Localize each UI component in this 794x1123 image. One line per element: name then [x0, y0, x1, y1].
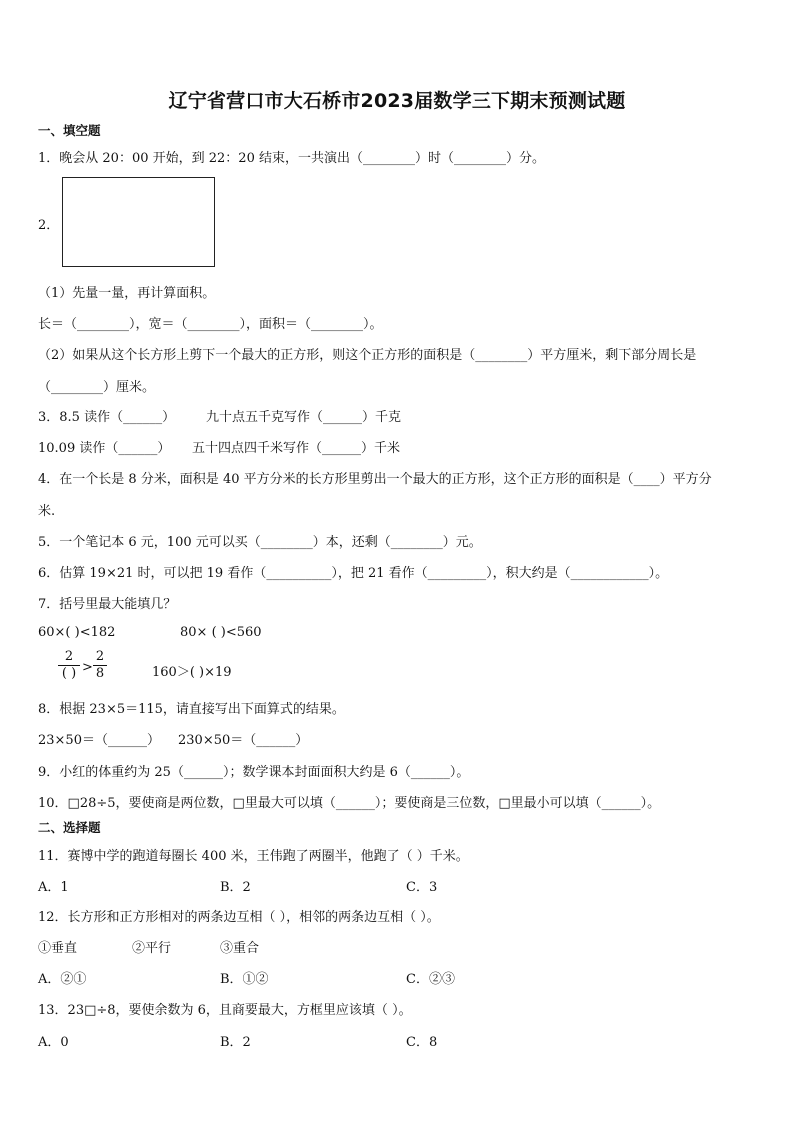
question-3-right-b: 五十四点四千米写作（______）千米	[192, 441, 401, 456]
question-3-left-a: 3．8.5 读作（______）	[38, 410, 176, 425]
question-11-option-c: C．3	[406, 880, 438, 895]
question-11: 11．赛博中学的跑道每圈长 400 米，王伟跑了两圈半，他跑了（ ）千米。	[38, 849, 469, 864]
question-12-item-1: ①垂直	[38, 941, 78, 956]
question-4: 4．在一个长是 8 分米，面积是 40 平方分米的长方形里剪出一个最大的正方形，这个正方形的面积是（____）平方分	[38, 472, 712, 487]
question-12-option-c: C．②③	[406, 972, 455, 987]
question-12-option-a: A．②①	[38, 972, 87, 987]
question-8-item-b: 230×50＝（______）	[178, 733, 309, 748]
section-heading-choice: 二、选择题	[38, 820, 101, 835]
question-13-option-b: B．2	[220, 1035, 251, 1050]
question-9: 9．小红的体重约为 25（______）；数学课本封面面积大约是 6（______）。	[38, 765, 470, 780]
question-2-part-1-answers: 长＝（________），宽＝（________），面积＝（________）。	[38, 317, 383, 332]
section-heading-fill: 一、填空题	[38, 123, 101, 138]
question-3-right-a: 九十点五千克写作（______）千克	[206, 410, 402, 425]
question-11-option-a: A．1	[38, 880, 69, 895]
question-11-option-b: B．2	[220, 880, 251, 895]
fraction-left-numerator: 2	[64, 649, 74, 664]
fraction-left-denominator: ( )	[61, 666, 77, 681]
question-8: 8．根据 23×5＝115，请直接写出下面算式的结果。	[38, 702, 345, 717]
page-title: 辽宁省营口市大石桥市2023届数学三下期末预测试题	[168, 90, 626, 112]
question-13-option-a: A．0	[38, 1035, 69, 1050]
question-4-continued: 米.	[38, 504, 56, 519]
question-12-item-2: ②平行	[132, 941, 172, 956]
question-12-item-3: ③重合	[220, 941, 260, 956]
question-5: 5．一个笔记本 6 元，100 元可以买（________）本，还剩（________）元。	[38, 535, 482, 550]
question-13: 13．23□÷8，要使余数为 6，且商要最大，方框里应该填（ ）。	[38, 1003, 412, 1018]
question-2-part-2: （2）如果从这个长方形上剪下一个最大的正方形，则这个正方形的面积是（________）平方厘米，剩下部分周长是	[38, 348, 697, 363]
question-8-item-a: 23×50＝（______）	[38, 733, 160, 748]
question-7-item-d: 160＞( )×19	[152, 665, 232, 680]
question-7: 7．括号里最大能填几？	[38, 597, 177, 612]
question-12-option-b: B．①②	[220, 972, 269, 987]
question-10: 10．□28÷5，要使商是两位数，□里最大可以填（______）；要使商是三位数，□里最小可以填（______）。	[38, 796, 661, 811]
question-12: 12．长方形和正方形相对的两条边互相（ ），相邻的两条边互相（ ）。	[38, 910, 440, 925]
question-2-label: 2．	[38, 218, 60, 233]
question-2-part-2-continued: （________）厘米。	[38, 380, 156, 395]
fraction-left	[58, 650, 80, 681]
fraction-right-denominator: 8	[95, 666, 105, 681]
fraction-right	[93, 650, 107, 681]
question-7-item-a: 60×( )<182	[38, 625, 116, 640]
question-3-left-b: 10.09 读作（______）	[38, 441, 171, 456]
question-13-option-c: C．8	[406, 1035, 438, 1050]
question-1: 1．晚会从 20：00 开始，到 22：20 结束，一共演出（________）时（________）分。	[38, 151, 545, 166]
fraction-right-numerator: 2	[95, 649, 105, 664]
question-6: 6．估算 19×21 时，可以把 19 看作（__________），把 21 看作（_________），积大约是（____________）。	[38, 566, 669, 581]
greater-than-sign: >	[82, 660, 93, 675]
question-2-part-1: （1）先量一量，再计算面积。	[38, 286, 216, 301]
question-7-item-b: 80× ( )<560	[180, 625, 262, 640]
rectangle-figure	[62, 177, 215, 267]
